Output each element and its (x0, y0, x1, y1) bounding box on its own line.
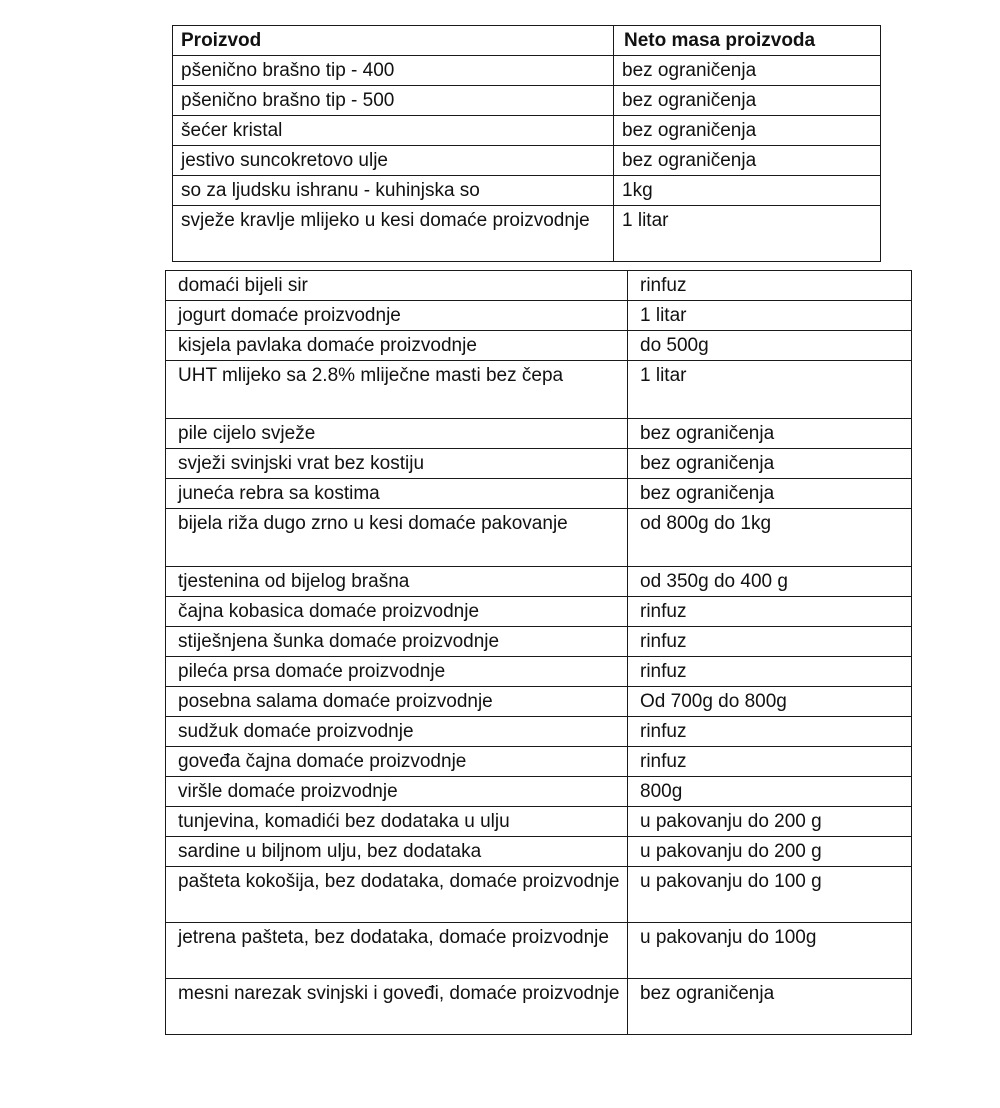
table-row (173, 206, 881, 262)
net-mass-cell: Od 700g do 800g (628, 687, 912, 717)
header-row (173, 26, 881, 56)
product-cell: kisjela pavlaka domaće proizvodnje (166, 331, 628, 361)
product-cell: sardine u biljnom ulju, bez dodataka (166, 837, 628, 867)
table-row (173, 116, 881, 146)
product-cell: UHT mlijeko sa 2.8% mliječne masti bez čepa (166, 361, 628, 419)
product-cell: tunjevina, komadići bez dodataka u ulju (166, 807, 628, 837)
product-cell: svježe kravlje mlijeko u kesi domaće proizvodnje (173, 206, 614, 262)
product-cell: bijela riža dugo zrno u kesi domaće pakovanje (166, 509, 628, 567)
product-cell: šećer kristal (173, 116, 614, 146)
net-mass-cell: bez ograničenja (614, 56, 881, 86)
table-row (166, 331, 912, 361)
table-body-part-1 (173, 56, 881, 262)
table-row (166, 301, 912, 331)
net-mass-cell: 1 litar (628, 361, 912, 419)
net-mass-cell: rinfuz (628, 717, 912, 747)
product-cell: svježi svinjski vrat bez kostiju (166, 449, 628, 479)
table-row (166, 597, 912, 627)
product-cell: posebna salama domaće proizvodnje (166, 687, 628, 717)
header-product: Proizvod (173, 26, 614, 56)
net-mass-cell: u pakovanju do 100g (628, 923, 912, 979)
net-mass-cell: 1kg (614, 176, 881, 206)
net-mass-cell: u pakovanju do 200 g (628, 807, 912, 837)
net-mass-cell: bez ograničenja (614, 146, 881, 176)
net-mass-cell: u pakovanju do 100 g (628, 867, 912, 923)
table-row (166, 717, 912, 747)
table-row (166, 449, 912, 479)
product-cell: jogurt domaće proizvodnje (166, 301, 628, 331)
product-cell: juneća rebra sa kostima (166, 479, 628, 509)
table-row (166, 627, 912, 657)
product-cell: pileća prsa domaće proizvodnje (166, 657, 628, 687)
net-mass-cell: od 800g do 1kg (628, 509, 912, 567)
header-net-mass: Neto masa proizvoda (614, 26, 881, 56)
table-row (166, 807, 912, 837)
product-cell: pašteta kokošija, bez dodataka, domaće proizvodnje (166, 867, 628, 923)
net-mass-cell: rinfuz (628, 597, 912, 627)
table-row (173, 176, 881, 206)
net-mass-cell: bez ograničenja (614, 86, 881, 116)
product-cell: jetrena pašteta, bez dodataka, domaće proizvodnje (166, 923, 628, 979)
table-row (173, 146, 881, 176)
table-row (166, 271, 912, 301)
product-cell: tjestenina od bijelog brašna (166, 567, 628, 597)
net-mass-cell: rinfuz (628, 657, 912, 687)
product-cell: jestivo suncokretovo ulje (173, 146, 614, 176)
table-row (166, 567, 912, 597)
table-row (166, 687, 912, 717)
net-mass-cell: 1 litar (628, 301, 912, 331)
net-mass-cell: bez ograničenja (628, 479, 912, 509)
table-row (166, 747, 912, 777)
table-row (166, 923, 912, 979)
net-mass-cell: 1 litar (614, 206, 881, 262)
product-cell: pšenično brašno tip - 500 (173, 86, 614, 116)
net-mass-cell: od 350g do 400 g (628, 567, 912, 597)
table-row (166, 419, 912, 449)
product-cell: domaći bijeli sir (166, 271, 628, 301)
product-cell: viršle domaće proizvodnje (166, 777, 628, 807)
product-cell: sudžuk domaće proizvodnje (166, 717, 628, 747)
table-row (173, 56, 881, 86)
table-row (166, 837, 912, 867)
product-table-part-1 (172, 25, 881, 262)
table-row (166, 361, 912, 419)
product-cell: goveđa čajna domaće proizvodnje (166, 747, 628, 777)
net-mass-cell: u pakovanju do 200 g (628, 837, 912, 867)
net-mass-cell: rinfuz (628, 627, 912, 657)
product-cell: čajna kobasica domaće proizvodnje (166, 597, 628, 627)
net-mass-cell: 800g (628, 777, 912, 807)
table-row (166, 479, 912, 509)
net-mass-cell: bez ograničenja (628, 979, 912, 1035)
net-mass-cell: bez ograničenja (614, 116, 881, 146)
table-row (166, 867, 912, 923)
net-mass-cell: bez ograničenja (628, 419, 912, 449)
product-cell: mesni narezak svinjski i goveđi, domaće proizvodnje (166, 979, 628, 1035)
product-table-part-2 (165, 270, 912, 1035)
table-row (166, 657, 912, 687)
product-cell: so za ljudsku ishranu - kuhinjska so (173, 176, 614, 206)
table-row (173, 86, 881, 116)
net-mass-cell: rinfuz (628, 271, 912, 301)
table-row (166, 777, 912, 807)
product-cell: stiješnjena šunka domaće proizvodnje (166, 627, 628, 657)
net-mass-cell: rinfuz (628, 747, 912, 777)
product-cell: pile cijelo svježe (166, 419, 628, 449)
net-mass-cell: bez ograničenja (628, 449, 912, 479)
table-row (166, 979, 912, 1035)
net-mass-cell: do 500g (628, 331, 912, 361)
table-body-part-2 (166, 271, 912, 1035)
product-cell: pšenično brašno tip - 400 (173, 56, 614, 86)
table-row (166, 509, 912, 567)
